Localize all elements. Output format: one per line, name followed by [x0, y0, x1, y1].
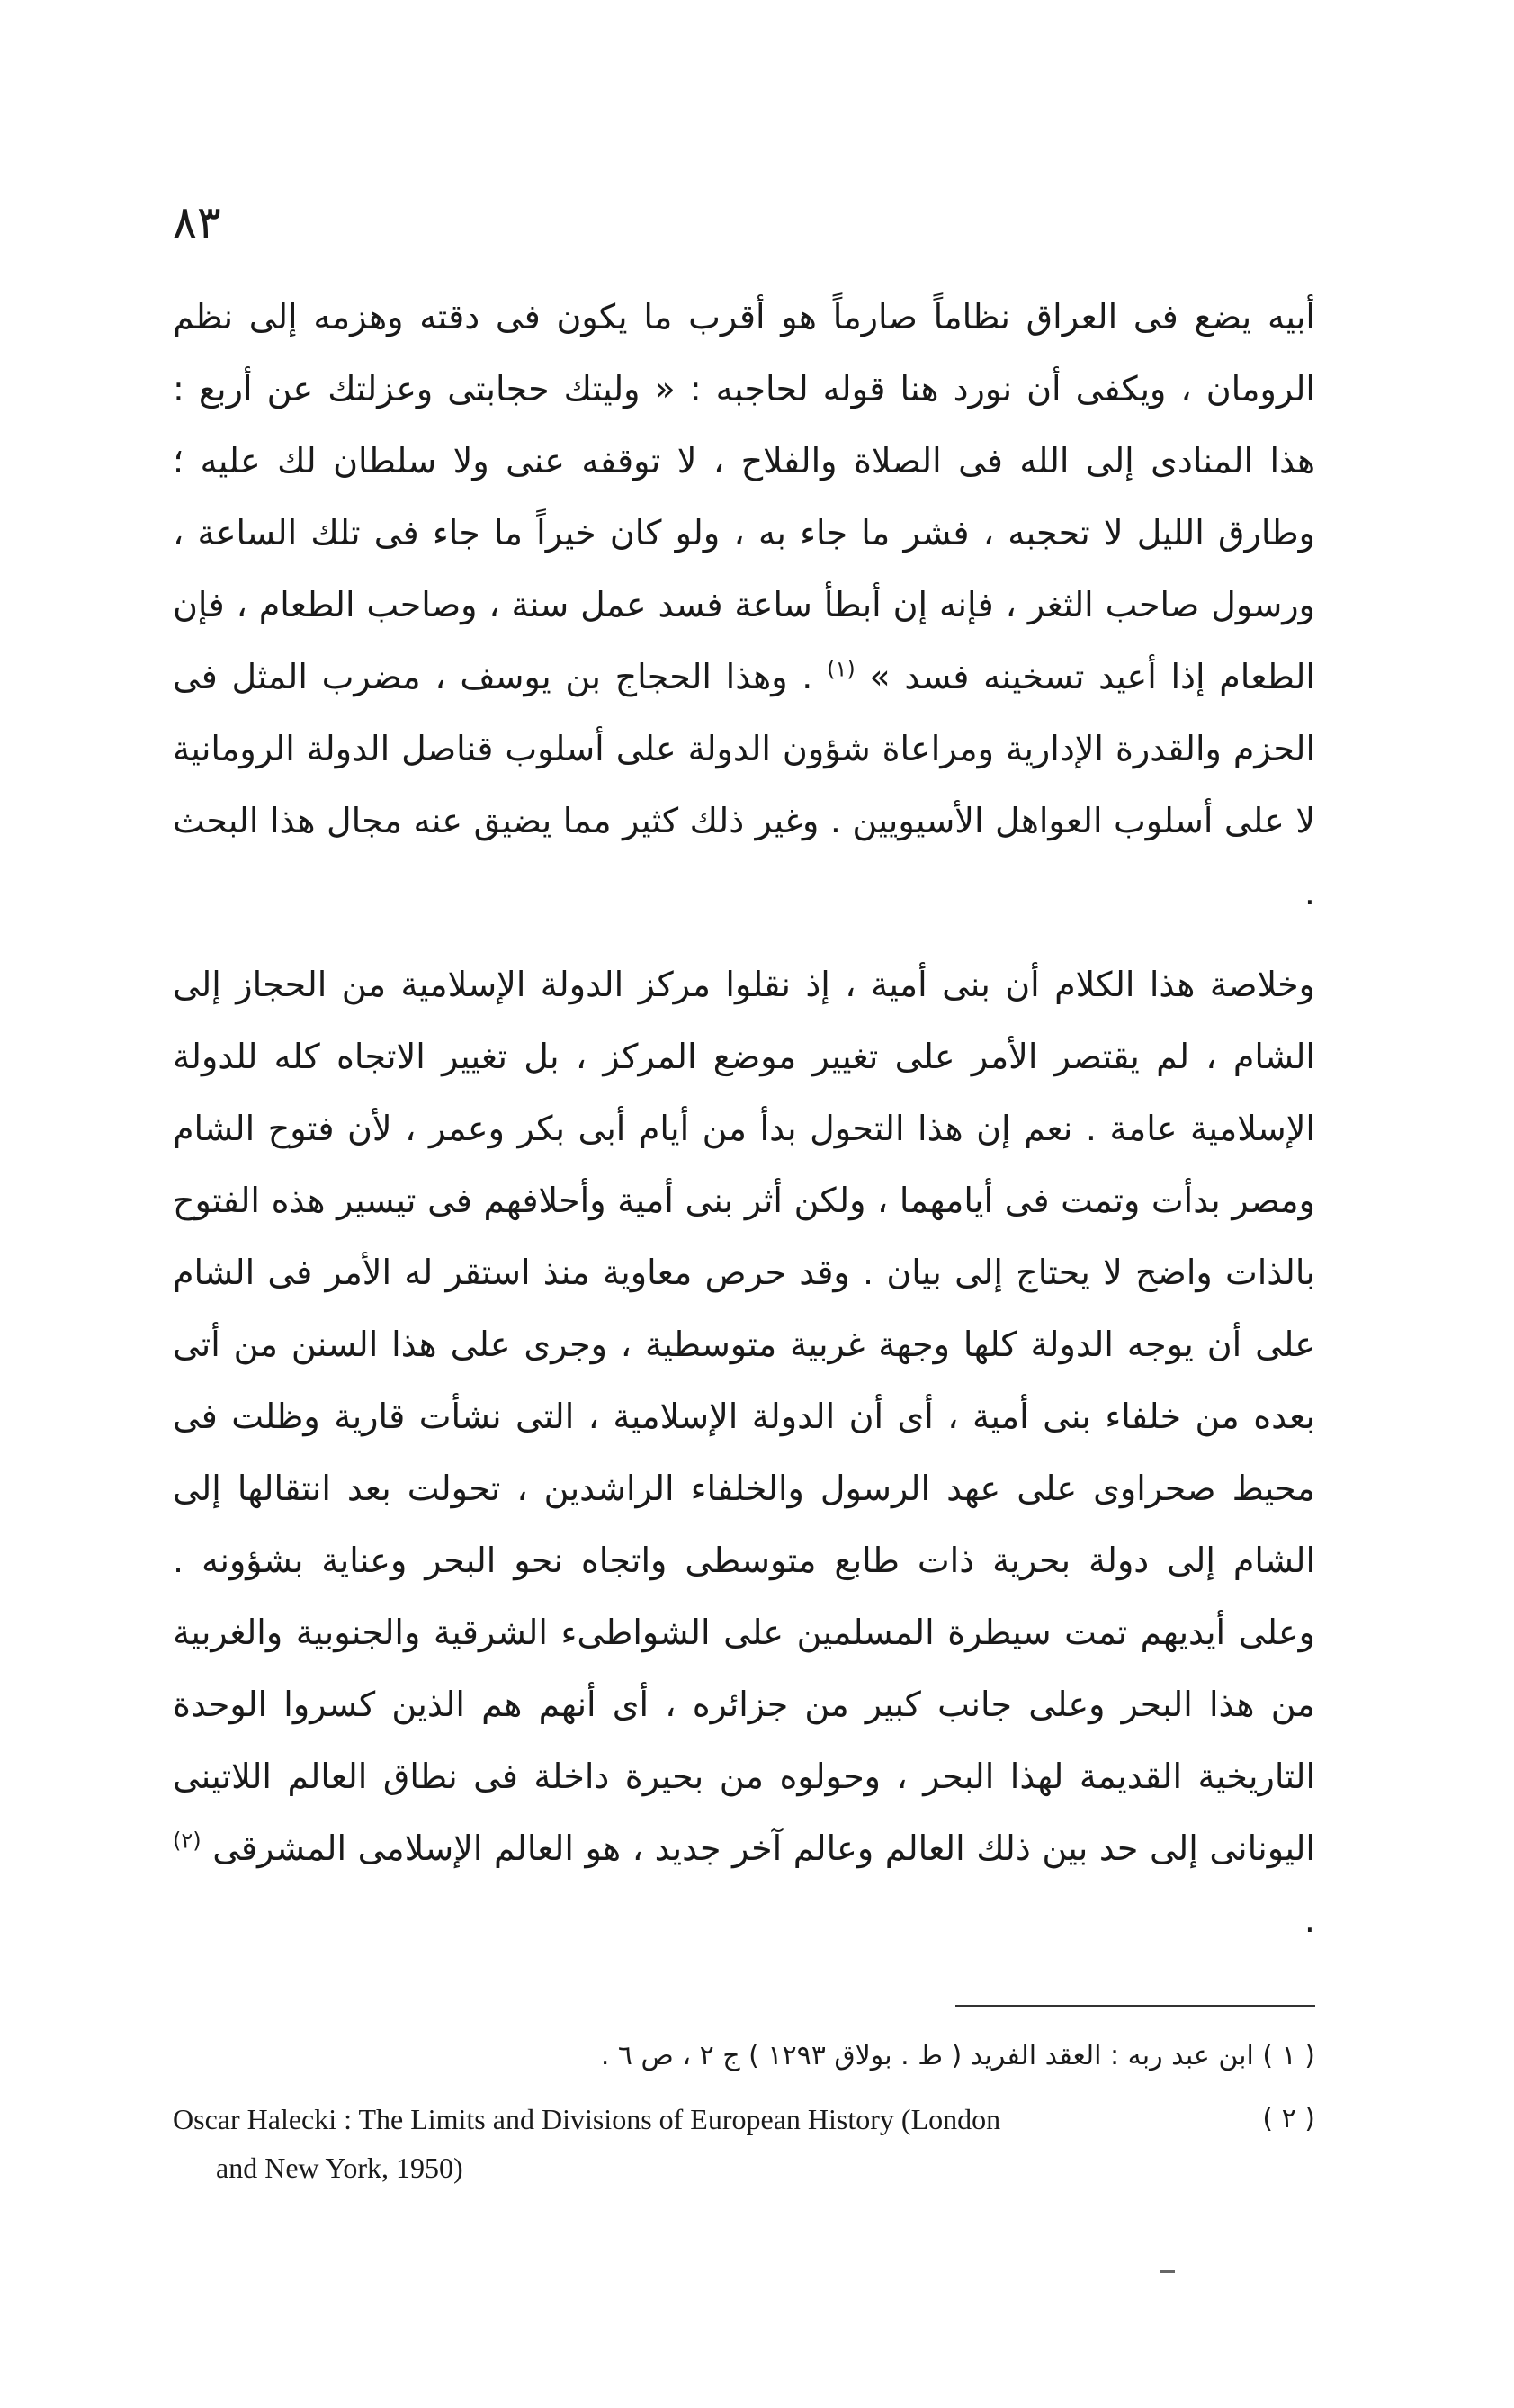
paragraph-2-text-end: .: [1303, 1900, 1315, 1940]
page-number: ٨٣: [173, 196, 221, 248]
footnote-2-number: ( ٢ ): [1262, 2103, 1315, 2134]
paragraph-2: [173, 948, 1315, 1956]
paragraph-1: [173, 281, 1315, 929]
paragraph-1-text-continued: . وهذا الحجاج بن يوسف ، مضرب المثل فى الحزم والقدرة الإدارية ومراعاة شؤون الدولة على أسلوب قناصل الدولة الرومانية لا على أسلوب العواهل الأسيويين . وغير ذلك كثير مما يضيق عنه مجال هذا البحث .: [173, 657, 1315, 912]
footnote-2-line-2: and New York, 1950): [216, 2152, 463, 2184]
main-text: [173, 281, 1315, 1956]
footnote-ref-1: (١): [827, 656, 856, 682]
footnote-2: [173, 2095, 1315, 2192]
footnote-divider: [955, 2005, 1315, 2007]
footnote-1: ( ١ ) ابن عبد ربه : العقد الفريد ( ط . بولاق ١٢٩٣ ) ج ٢ ، ص ٦ .: [600, 2040, 1315, 2071]
paragraph-2-text: وخلاصة هذا الكلام أن بنى أمية ، إذ نقلوا مركز الدولة الإسلامية من الحجاز إلى الشام ، لم يقتصر الأمر على تغيير موضع المركز ، بل تغيير الاتجاه كله للدولة الإسلامية عامة . نعم إن هذا التحول بدأ من أيام أبى بكر وعمر ، لأن فتوح الشام ومصر بدأت وتمت فى أيامهما ، ولكن أثر بنى أمية وأحلافهم فى تيسير هذه الفتوح بالذات واضح لا يحتاج إلى بيان . وقد حرص معاوية منذ استقر له الأمر فى الشام على أن يوجه الدولة كلها وجهة غربية متوسطية ، وجرى على هذا السنن من أتى بعده من خلفاء بنى أمية ، أى أن الدولة الإسلامية ، التى نشأت قارية وظلت فى محيط صحراوى على عهد الرسول والخلفاء الراشدين ، تحولت بعد انتقالها إلى الشام إلى دولة بحرية ذات طابع متوسطى واتجاه نحو البحر وعناية بشؤونه . وعلى أيديهم تمت سيطرة المسلمين على الشواطىء الشرقية والجنوبية والغربية من هذا البحر وعلى جانب كبير من جزائره ، أى أنهم هم الذين كسروا الوحدة التاريخية القديمة لهذا البحر ، وحولوه من بحيرة داخلة فى نطاق العالم اللاتينى اليونانى إلى حد بين ذلك العالم وعالم آخر جديد ، هو العالم الإسلامى المشرقى: [173, 965, 1315, 1868]
paragraph-1-text: أبيه يضع فى العراق نظاماً صارماً هو أقرب ما يكون فى دقته وهزمه إلى نظم الرومان ، ويكفى أن نورد هنا قوله لحاجبه : « وليتك حجابتى وعزلتك عن أربع : هذا المنادى إلى الله فى الصلاة والفلاح ، لا توقفه عنى ولا سلطان لك عليه ؛ وطارق الليل لا تحجبه ، فشر ما جاء به ، ولو كان خيراً ما جاء فى تلك الساعة ، ورسول صاحب الثغر ، فإنه إن أبطأ ساعة فسد عمل سنة ، وصاحب الطعام ، فإن الطعام إذا أعيد تسخينه فسد »: [173, 297, 1315, 696]
footnote-ref-2: (٢): [173, 1828, 202, 1854]
print-mark: [1160, 2270, 1175, 2273]
footnote-2-line-1: Oscar Halecki : The Limits and Divisions of European History (London: [173, 2103, 1001, 2135]
